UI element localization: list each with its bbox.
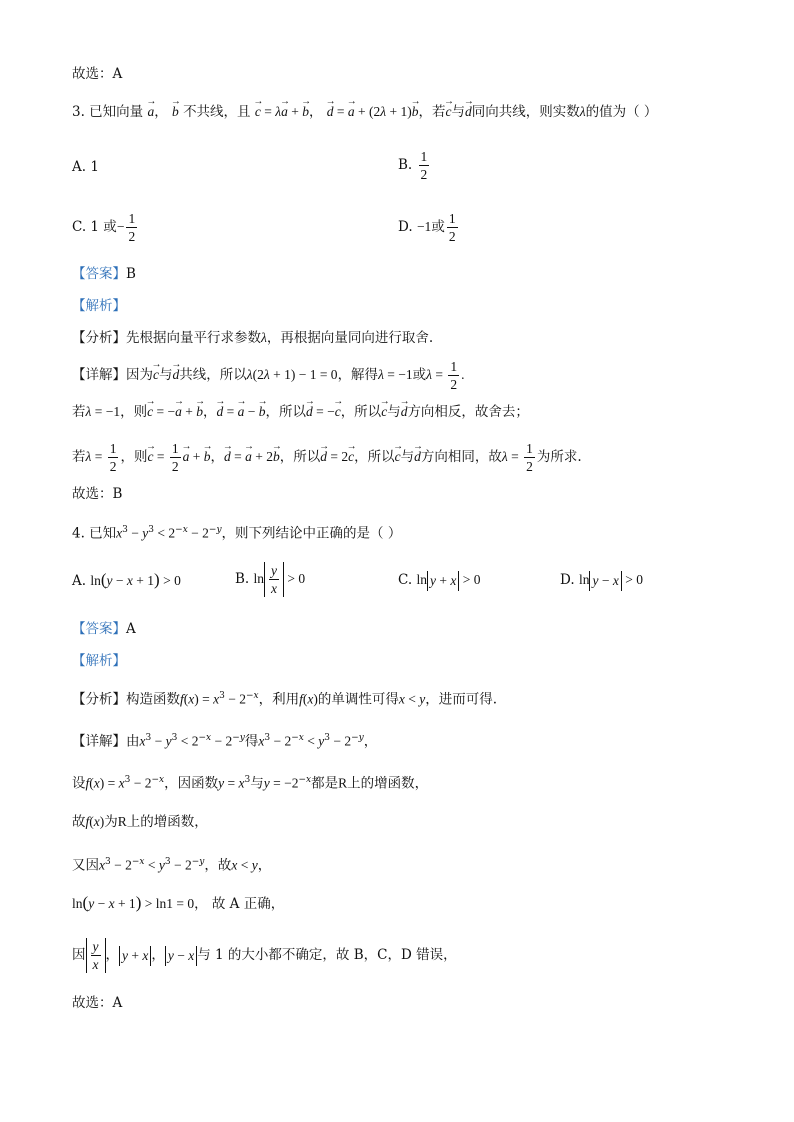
answer-tag: 【答案】 bbox=[72, 266, 126, 282]
option-label: A. 1 bbox=[72, 159, 99, 175]
text: 若 bbox=[72, 404, 86, 420]
text: 与 bbox=[387, 404, 401, 420]
text: ，则下列结论中正确的是（ ） bbox=[221, 525, 402, 542]
text: 由 bbox=[126, 733, 140, 750]
text: 或 bbox=[412, 367, 427, 383]
q4-detail-6: 因 $\frac{y}{x}$ ， y + x ， y − x 与 1 的大小都不确定，故 B，C，D 错误， bbox=[72, 939, 457, 972]
answer-tag: 【答案】 bbox=[72, 621, 126, 637]
fenxi-tag: 【分析】 bbox=[72, 691, 126, 708]
answer-value: A bbox=[126, 621, 136, 637]
q3-detail-1: 【详解】因为→ c与→ d共线，所以λ(2λ + 1) − 1 = 0，解得λ = −1或λ = $\frac{1}{2}$ . bbox=[72, 358, 465, 393]
text: 与 bbox=[159, 367, 173, 383]
text: 若 bbox=[72, 449, 86, 465]
q4-detail-2: 设$f(x) = x^3 - 2^{-x}$，因函数$y = x^3$与$y = -2^{-x}$都是R上的增函数， bbox=[72, 775, 429, 792]
option-label: B. bbox=[398, 157, 413, 173]
text: ，则 bbox=[120, 449, 148, 465]
q4-detail-4: 又因$x^3 - 2^{-x} < y^3 - 2^{-y}$，故x < y， bbox=[72, 857, 272, 874]
q3-option-c: C. 1 或− $\frac{1}{2}$ bbox=[72, 211, 136, 244]
text: ，进而可得. bbox=[425, 691, 498, 708]
text: ，则 bbox=[120, 404, 148, 420]
analysis-tag: 【解析】 bbox=[72, 298, 126, 314]
text: 又因 bbox=[72, 857, 99, 874]
q3-case-1: 若λ = −1，则→ c = −→ a + → b，→ d = → a − → b，所以→ d = −→ c，所以→ c与→ d方向相反，故舍去； bbox=[72, 402, 529, 422]
text: ，因函数 bbox=[164, 775, 219, 792]
detail-tag: 【详解】 bbox=[72, 367, 126, 383]
text: ，所以 bbox=[340, 404, 382, 420]
q4-detail-3: 故f(x)为R上的增函数， bbox=[72, 814, 208, 830]
text: 或 bbox=[431, 219, 445, 235]
text: ，解得 bbox=[337, 367, 379, 383]
text: 先根据向量平行求参数 bbox=[126, 330, 261, 346]
q3-option-d: D. −1或 $\frac{1}{2}$ bbox=[398, 211, 456, 244]
text: 的单调性可得 bbox=[317, 691, 399, 708]
text: 不共线，且 bbox=[183, 104, 251, 120]
text: 为所求. bbox=[536, 449, 582, 465]
text: 因 bbox=[72, 947, 86, 963]
detail-tag: 【详解】 bbox=[72, 733, 126, 750]
text: 设 bbox=[72, 775, 86, 792]
text: 因为 bbox=[126, 367, 153, 383]
q4-option-a: A. ln(y − x + 1) > 0 bbox=[72, 570, 181, 589]
q4-detail-5: ln(y − x + 1) > ln1 = 0， 故 A 正确， bbox=[72, 893, 285, 912]
option-label: D. bbox=[398, 219, 413, 235]
q3-stem: 3. 已知向量 → a， → b 不共线，且 → c = λ→ a + → b， → d = → a + (2λ + 1)→ b，若→ c与→ d同向共线，则实数λ的值为（ ） bbox=[72, 102, 657, 122]
option-label: C. bbox=[398, 572, 413, 588]
text: ，故 bbox=[204, 857, 232, 874]
text: ， bbox=[308, 104, 323, 120]
text: ，若 bbox=[418, 104, 446, 120]
q3-result: 故选：B bbox=[72, 486, 123, 502]
text: 构造函数 bbox=[126, 691, 180, 708]
text: ，所以 bbox=[265, 404, 306, 420]
text: 与 bbox=[400, 449, 415, 465]
text: 与 bbox=[451, 104, 465, 120]
q4-stem-prefix: 4. 已知 bbox=[72, 525, 117, 542]
q3-stem-prefix: 3. 已知向量 bbox=[72, 104, 144, 120]
text: 都是 bbox=[311, 775, 339, 792]
text: ，所以 bbox=[354, 449, 395, 465]
text: ，再根据向量同向进行取舍. bbox=[266, 330, 434, 346]
q3-analysis-tag bbox=[72, 296, 126, 316]
text: ， 故 A 正确， bbox=[194, 896, 285, 912]
text: 与 bbox=[250, 775, 264, 792]
text: ，所以 bbox=[279, 449, 321, 465]
text: 同向共线，则实数 bbox=[471, 104, 580, 120]
q4-stem: 4. 已知$x^3 - y^3 < 2^{-x} - 2^{-y}$，则下列结论中正确的是（ ） bbox=[72, 525, 402, 542]
q3-answer bbox=[72, 264, 136, 284]
q3-fenxi: 【分析】先根据向量平行求参数λ，再根据向量同向进行取舍. bbox=[72, 330, 434, 346]
text: 上的增函数， bbox=[126, 814, 208, 830]
q4-option-c: C. ln y + x > 0 bbox=[398, 570, 480, 591]
answer-value: B bbox=[126, 266, 136, 282]
text: ，利用 bbox=[258, 691, 300, 708]
q3-option-a bbox=[72, 157, 99, 177]
text: 方向相同，故 bbox=[420, 449, 502, 465]
text: ， bbox=[154, 104, 168, 120]
q3-option-b: B. $\frac{1}{2}$ bbox=[398, 149, 428, 182]
option-label: B. bbox=[235, 571, 250, 587]
option-label: A. bbox=[72, 573, 87, 589]
text: 上的增函数， bbox=[347, 775, 429, 792]
text: 共线，所以 bbox=[179, 367, 247, 383]
q4-result: 故选：A bbox=[72, 995, 123, 1011]
q4-answer bbox=[72, 619, 136, 639]
q4-option-b: B. ln $\frac{y}{x}$ > 0 bbox=[235, 563, 306, 596]
q4-detail-1: 【详解】由$x^3 - y^3 < 2^{-x} - 2^{-y}$得$x^3 - 2^{-x} < y^3 - 2^{-y}$， bbox=[72, 733, 378, 750]
option-label: C. 1 或 bbox=[72, 219, 117, 235]
text: 故 bbox=[72, 814, 86, 830]
option-label: D. bbox=[560, 572, 575, 588]
q4-fenxi: 【分析】构造函数$f(x) = x^3 - 2^{-x}$，利用f(x)的单调性可得x < y，进而可得. bbox=[72, 691, 498, 708]
text: 方向相反，故舍去； bbox=[407, 404, 529, 420]
previous-answer-line: 故选：A bbox=[72, 66, 123, 82]
text: 的值为（ ） bbox=[585, 104, 658, 120]
q3-case-2: 若λ = $\frac{1}{2}$ ，则→ c = $\frac{1}{2}$ → a + → b，→ d = → a + 2→ b，所以→ d = 2→ c，所以→ c与→ d方向相同，故λ = $\frac{1}{2}$ 为所求. bbox=[72, 440, 582, 475]
text: 为 bbox=[104, 814, 118, 830]
q4-analysis-tag bbox=[72, 651, 126, 671]
text: 得 bbox=[244, 733, 259, 750]
text: 与 1 的大小都不确定，故 B，C，D 错误， bbox=[197, 947, 457, 963]
fenxi-tag: 【分析】 bbox=[72, 330, 126, 346]
q4-option-d: D. ln y − x > 0 bbox=[560, 570, 643, 591]
analysis-tag: 【解析】 bbox=[72, 653, 126, 669]
